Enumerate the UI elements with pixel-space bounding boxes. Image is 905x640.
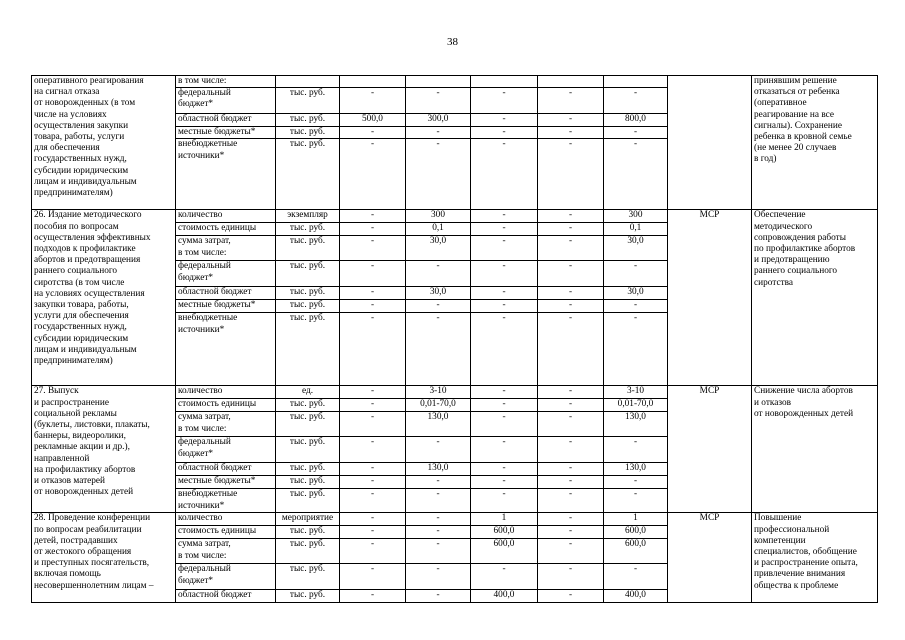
year-value-cell: - [406, 139, 471, 210]
year-value-cell: 130,0 [406, 412, 471, 437]
unit-cell: мероприятие [276, 513, 340, 526]
indicator-cell: стоимость единицы [176, 223, 276, 236]
year-value-cell: - [340, 476, 406, 489]
year-value-cell: - [471, 300, 538, 313]
indicator-cell: в том числе: [176, 76, 276, 88]
unit-cell: тыс. руб. [276, 539, 340, 564]
activity-name-cell: 28. Проведение конференции по вопросам реабилитации детей, пострадавших от жестокого обращения и преступных посягательств, включая помощь несовершеннолетним лицам – [32, 513, 176, 602]
year-value-cell: - [538, 236, 604, 261]
indicator-cell: местные бюджеты* [176, 300, 276, 313]
program-activities-table [31, 75, 878, 603]
total-value-cell: 30,0 [604, 287, 668, 300]
year-value-cell: - [340, 313, 406, 386]
unit-cell: тыс. руб. [276, 88, 340, 114]
indicator-cell: сумма затрат, в том числе: [176, 236, 276, 261]
total-value-cell: - [604, 489, 668, 513]
unit-cell: тыс. руб. [276, 489, 340, 513]
year-value-cell: 300,0 [406, 114, 471, 127]
unit-cell: тыс. руб. [276, 412, 340, 437]
unit-cell: тыс. руб. [276, 139, 340, 210]
executor-cell [668, 76, 752, 210]
year-value-cell: 30,0 [406, 236, 471, 261]
total-value-cell: 400,0 [604, 590, 668, 602]
unit-cell: тыс. руб. [276, 476, 340, 489]
year-value-cell: - [538, 114, 604, 127]
year-value-cell: 130,0 [406, 463, 471, 476]
year-value-cell: - [406, 526, 471, 539]
year-value-cell: - [538, 590, 604, 602]
expected-result-cell: принявшим решение отказаться от ребенка (оперативное реагирование на все сигналы). Сохранение ребенка в кровной семье (не менее 20 случаев в год) [752, 76, 878, 210]
year-value-cell: - [538, 437, 604, 463]
unit-cell: тыс. руб. [276, 114, 340, 127]
year-value-cell: 3-10 [406, 386, 471, 399]
indicator-cell: местные бюджеты* [176, 127, 276, 139]
indicator-cell: федеральный бюджет* [176, 88, 276, 114]
year-value-cell: 300 [406, 210, 471, 223]
year-value-cell: - [471, 386, 538, 399]
unit-cell: тыс. руб. [276, 261, 340, 287]
indicator-cell: внебюджетные источники* [176, 489, 276, 513]
year-value-cell: 600,0 [471, 526, 538, 539]
unit-cell: тыс. руб. [276, 526, 340, 539]
year-value-cell: - [471, 223, 538, 236]
activity-name-cell: оперативного реагирования на сигнал отказа от новорожденных (в том числе на условиях осуществления закупки товара, работы, услуги для обеспечения государственных нужд, субсидии юридическим лицам и индивидуальным предпринимателям) [32, 76, 176, 210]
year-value-cell: - [471, 437, 538, 463]
expected-result-cell: Обеспечение методического сопровождения работы по профилактике абортов и предотвращению раннего социального сиротства [752, 210, 878, 386]
year-value-cell: - [340, 437, 406, 463]
indicator-cell: внебюджетные источники* [176, 313, 276, 386]
unit-cell: тыс. руб. [276, 300, 340, 313]
year-value-cell: - [340, 287, 406, 300]
indicator-cell: областной бюджет [176, 114, 276, 127]
indicator-cell: внебюджетные источники* [176, 139, 276, 210]
year-value-cell: 600,0 [471, 539, 538, 564]
indicator-cell: стоимость единицы [176, 526, 276, 539]
executor-cell: МСР [668, 210, 752, 386]
total-value-cell: 600,0 [604, 539, 668, 564]
year-value-cell: - [471, 114, 538, 127]
year-value-cell: - [406, 590, 471, 602]
unit-cell: тыс. руб. [276, 127, 340, 139]
year-value-cell: - [340, 399, 406, 412]
year-value-cell: - [471, 313, 538, 386]
indicator-cell: федеральный бюджет* [176, 564, 276, 590]
year-value-cell: - [340, 489, 406, 513]
executor-cell: МСР [668, 513, 752, 602]
year-value-cell: - [471, 127, 538, 139]
year-value-cell: - [538, 261, 604, 287]
year-value-cell: - [538, 287, 604, 300]
total-value-cell: 600,0 [604, 526, 668, 539]
year-value-cell: - [538, 564, 604, 590]
unit-cell: тыс. руб. [276, 437, 340, 463]
table-row [32, 386, 878, 399]
year-value-cell: 30,0 [406, 287, 471, 300]
year-value-cell: - [538, 210, 604, 223]
year-value-cell [406, 76, 471, 88]
expected-result-cell: Снижение числа абортов и отказов от новорожденных детей [752, 386, 878, 513]
unit-cell: тыс. руб. [276, 564, 340, 590]
year-value-cell: - [538, 300, 604, 313]
total-value-cell: 0,1 [604, 223, 668, 236]
table-row [32, 513, 878, 526]
total-value-cell: - [604, 300, 668, 313]
year-value-cell: - [340, 590, 406, 602]
total-value-cell: 1 [604, 513, 668, 526]
year-value-cell: 1 [471, 513, 538, 526]
year-value-cell: - [538, 412, 604, 437]
year-value-cell [471, 76, 538, 88]
total-value-cell: 800,0 [604, 114, 668, 127]
year-value-cell: - [538, 399, 604, 412]
year-value-cell: - [538, 386, 604, 399]
year-value-cell: - [340, 127, 406, 139]
year-value-cell: - [406, 489, 471, 513]
activity-name-cell: 26. Издание методического пособия по вопросам осуществления эффективных подходов к профилактике абортов и предотвращения раннего социального сиротства (в том числе на условиях осуществления закупки товара, работы, услуги для обеспечения государственных нужд, субсидии юридическим лицам и индивидуальным предпринимателям) [32, 210, 176, 386]
total-value-cell [604, 76, 668, 88]
total-value-cell: - [604, 437, 668, 463]
year-value-cell [538, 76, 604, 88]
year-value-cell: - [471, 489, 538, 513]
year-value-cell: - [538, 476, 604, 489]
year-value-cell: - [340, 210, 406, 223]
total-value-cell: - [604, 476, 668, 489]
year-value-cell: - [340, 223, 406, 236]
total-value-cell: 30,0 [604, 236, 668, 261]
year-value-cell: - [471, 399, 538, 412]
year-value-cell: - [406, 513, 471, 526]
total-value-cell: 0,01-70,0 [604, 399, 668, 412]
indicator-cell: количество [176, 513, 276, 526]
year-value-cell: - [471, 476, 538, 489]
page-number: 38 [447, 36, 458, 48]
unit-cell: тыс. руб. [276, 236, 340, 261]
year-value-cell: - [340, 386, 406, 399]
year-value-cell: - [471, 287, 538, 300]
unit-cell: тыс. руб. [276, 399, 340, 412]
indicator-cell: местные бюджеты* [176, 476, 276, 489]
year-value-cell: - [538, 313, 604, 386]
indicator-cell: областной бюджет [176, 463, 276, 476]
year-value-cell: 0,01-70,0 [406, 399, 471, 412]
year-value-cell: - [538, 463, 604, 476]
total-value-cell: - [604, 261, 668, 287]
unit-cell [276, 76, 340, 88]
year-value-cell: - [538, 526, 604, 539]
unit-cell: тыс. руб. [276, 223, 340, 236]
year-value-cell: - [471, 236, 538, 261]
table-row [32, 76, 878, 88]
indicator-cell: областной бюджет [176, 287, 276, 300]
year-value-cell: - [538, 88, 604, 114]
total-value-cell: - [604, 88, 668, 114]
expected-result-cell: Повышение профессиональной компетенции специалистов, обобщение и распространение опыта, привлечение внимания общества к проблеме [752, 513, 878, 602]
year-value-cell: - [471, 139, 538, 210]
indicator-cell: количество [176, 210, 276, 223]
year-value-cell: - [340, 513, 406, 526]
year-value-cell: - [471, 88, 538, 114]
indicator-cell: сумма затрат, в том числе: [176, 412, 276, 437]
total-value-cell: 130,0 [604, 412, 668, 437]
unit-cell: тыс. руб. [276, 313, 340, 386]
year-value-cell: - [340, 564, 406, 590]
year-value-cell: - [340, 526, 406, 539]
year-value-cell: - [340, 261, 406, 287]
indicator-cell: областной бюджет [176, 590, 276, 602]
total-value-cell: - [604, 127, 668, 139]
year-value-cell [340, 76, 406, 88]
year-value-cell: - [406, 127, 471, 139]
year-value-cell: - [406, 476, 471, 489]
table-row [32, 210, 878, 223]
indicator-cell: федеральный бюджет* [176, 261, 276, 287]
indicator-cell: сумма затрат, в том числе: [176, 539, 276, 564]
year-value-cell: - [406, 564, 471, 590]
indicator-cell: стоимость единицы [176, 399, 276, 412]
year-value-cell: - [538, 539, 604, 564]
year-value-cell: 500,0 [340, 114, 406, 127]
year-value-cell: - [406, 261, 471, 287]
indicator-cell: количество [176, 386, 276, 399]
executor-cell: МСР [668, 386, 752, 513]
year-value-cell: - [340, 236, 406, 261]
table-body [32, 76, 878, 603]
year-value-cell: - [538, 489, 604, 513]
year-value-cell: - [406, 539, 471, 564]
year-value-cell: - [340, 463, 406, 476]
year-value-cell: - [340, 139, 406, 210]
year-value-cell: - [471, 261, 538, 287]
total-value-cell: 300 [604, 210, 668, 223]
year-value-cell: - [340, 539, 406, 564]
year-value-cell: - [471, 564, 538, 590]
year-value-cell: - [406, 300, 471, 313]
year-value-cell: - [406, 437, 471, 463]
unit-cell: тыс. руб. [276, 463, 340, 476]
year-value-cell: - [471, 463, 538, 476]
year-value-cell: - [538, 139, 604, 210]
total-value-cell: 130,0 [604, 463, 668, 476]
year-value-cell: - [471, 210, 538, 223]
activity-name-cell: 27. Выпуск и распространение социальной рекламы (буклеты, листовки, плакаты, баннеры, видеоролики, рекламные акции и др.), направленной на профилактику абортов и отказов матерей от новорожденных детей [32, 386, 176, 513]
year-value-cell: - [538, 127, 604, 139]
unit-cell: экземпляр [276, 210, 340, 223]
year-value-cell: - [406, 313, 471, 386]
year-value-cell: - [538, 223, 604, 236]
year-value-cell: - [538, 513, 604, 526]
unit-cell: тыс. руб. [276, 590, 340, 602]
year-value-cell: - [340, 412, 406, 437]
unit-cell: ед. [276, 386, 340, 399]
total-value-cell: - [604, 313, 668, 386]
year-value-cell: - [471, 412, 538, 437]
year-value-cell: 0,1 [406, 223, 471, 236]
year-value-cell: - [340, 88, 406, 114]
year-value-cell: - [340, 300, 406, 313]
unit-cell: тыс. руб. [276, 287, 340, 300]
year-value-cell: - [406, 88, 471, 114]
total-value-cell: - [604, 139, 668, 210]
indicator-cell: федеральный бюджет* [176, 437, 276, 463]
total-value-cell: - [604, 564, 668, 590]
year-value-cell: 400,0 [471, 590, 538, 602]
total-value-cell: 3-10 [604, 386, 668, 399]
